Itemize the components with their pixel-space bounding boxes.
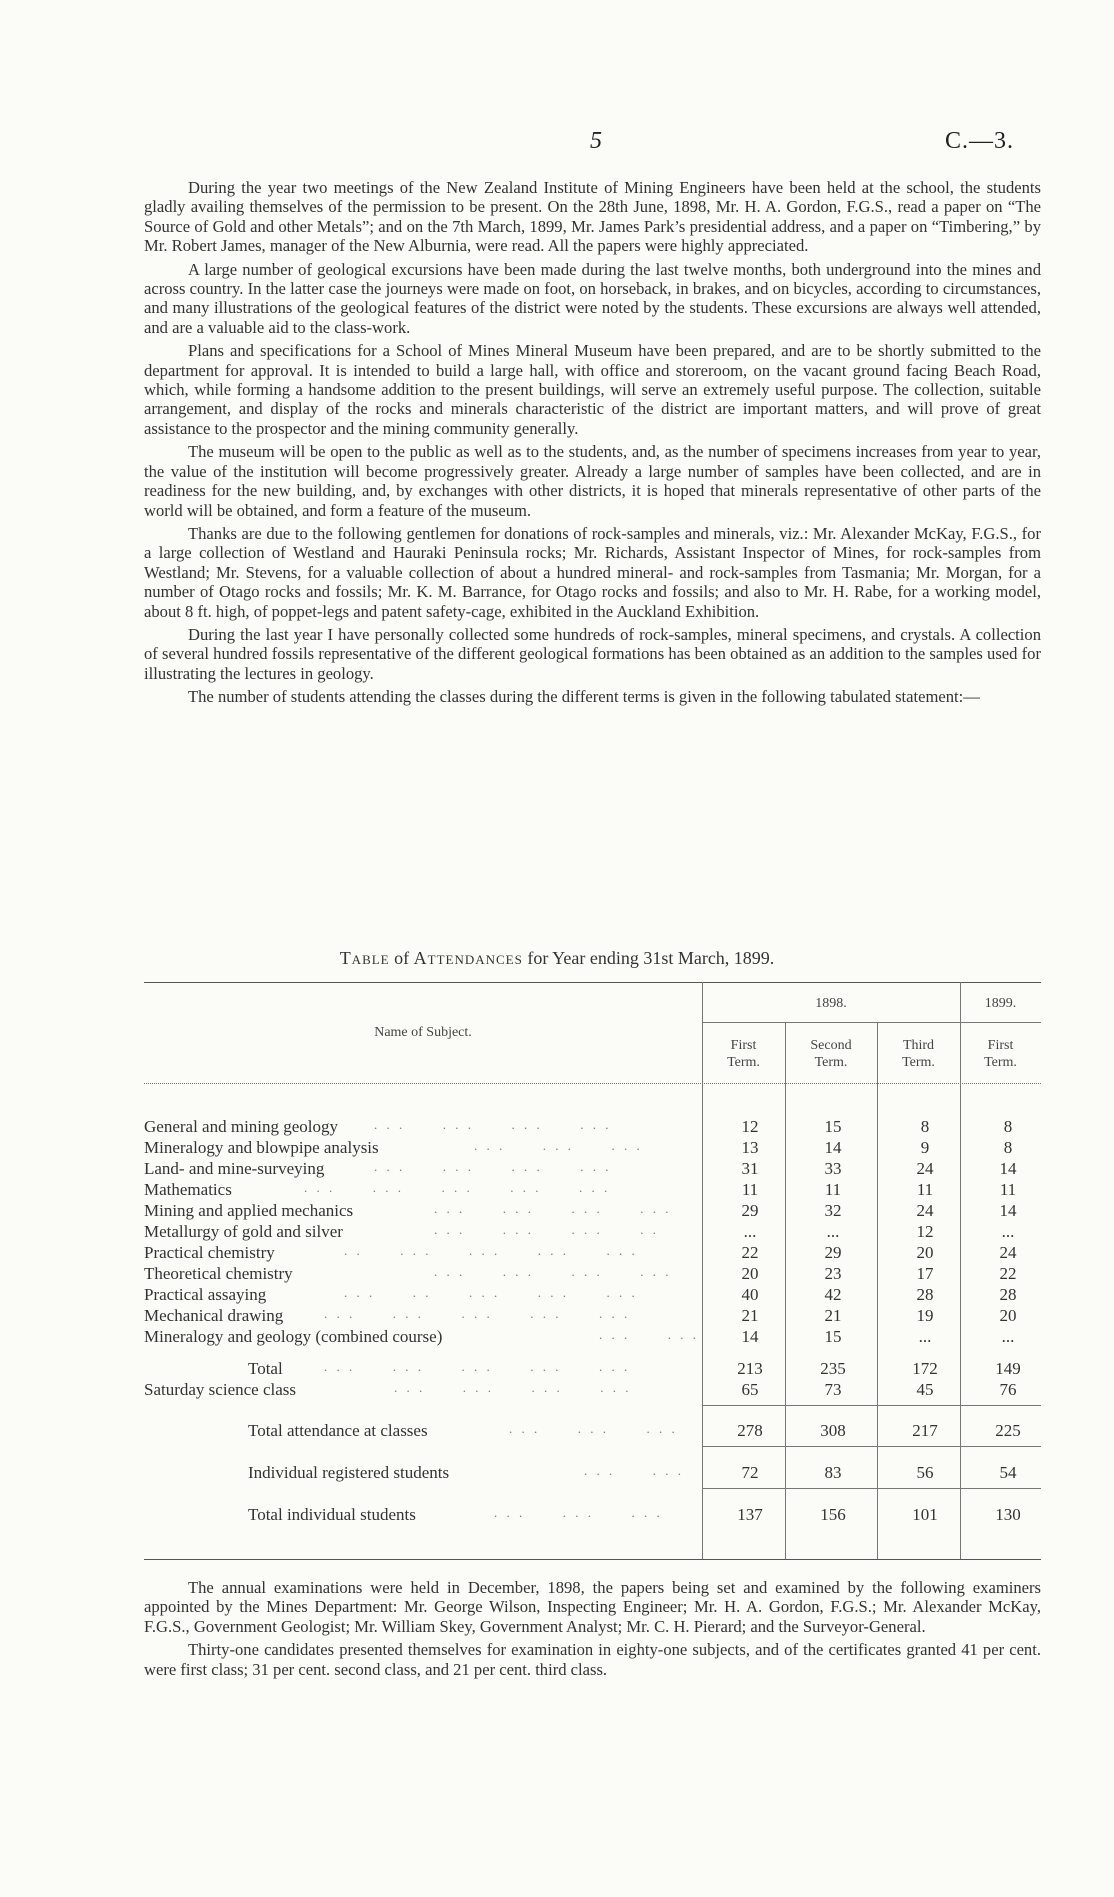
table-row: . . . . . . . . . . . . Mining and applied mechanics 29 32 24 14 xyxy=(144,1201,1017,1220)
table-row: . . . . . . . . . Mineralogy and blowpipe analysis 13 14 9 8 xyxy=(144,1138,1013,1157)
first-term-1899-header: First Term. xyxy=(984,1038,1017,1070)
paragraph-examinations: The annual examinations were held in December, 1898, the papers being set and examined by the following examiners appointed by the Mines Department: Mr. George Wilson, Inspecting Engineer; Mr. H. A. Gordon, F.G.S.; Mr. Alexander McKay, F.G.S., Government Geologist; Mr. William Skey, Government Analyst; Mr. C. H. Pierard; and the Surveyor-General. xyxy=(144,1578,1041,1636)
total-row: . . . . . . . . . . . . . . . Total 213 235 172 149 xyxy=(248,1359,1021,1378)
second-term-1898-header: Second Term. xyxy=(810,1038,852,1070)
table-row: . . . . . . . . . . . Metallurgy of gold and silver ... ... 12 ... xyxy=(144,1222,1015,1241)
body-text xyxy=(144,178,1041,707)
page-number: 5 xyxy=(590,128,602,154)
page-header xyxy=(0,128,1114,158)
saturday-row: . . . . . . . . . . . . Saturday science class 65 73 45 76 xyxy=(144,1380,1017,1399)
subject-column-header: Name of Subject. xyxy=(374,1025,472,1040)
third-term-1898-header: Third Term. xyxy=(902,1038,935,1070)
table-row: . . . . . . . . . . . . General and mining geology 12 15 8 8 xyxy=(144,1117,1013,1136)
year-1898-header: 1898. xyxy=(815,996,847,1011)
paragraph-collections: During the last year I have personally collected some hundreds of rock-samples, mineral specimens, and crystals. A collection of several hundred fossils representative of the different geological formations has been obtained as an addition to the samples used for illustrating the lectures in geology. xyxy=(144,624,1041,683)
individual-registered-row: . . . . . . Individual registered students 72 83 56 54 xyxy=(248,1463,1017,1482)
table-bottom-rule xyxy=(144,1559,1041,1560)
attendance-table xyxy=(144,975,1041,1555)
paragraph-excursions: A large number of geological excursions have been made during the last twelve months, both underground into the mines and across country. In the latter case the journeys were made on foot, on horseback, in brakes, and on bicycles, according to circumstances, and many illustrations of the geological features of the district were noted by the students. These excursions are always well attended, and are a valuable aid to the class-work. xyxy=(144,259,1041,337)
paragraph-candidates: Thirty-one candidates presented themselves for examination in eighty-one subjects, and of the certificates granted 41 per cent. were first class; 31 per cent. second class, and 21 per cent. third class. xyxy=(144,1640,1041,1679)
table-row: . . . . . . . . . . . . Theoretical chemistry 20 23 17 22 xyxy=(144,1264,1017,1283)
paragraph-institute-meetings: During the year two meetings of the New Zealand Institute of Mining Engineers have been held at the school, the students gladly availing themselves of the permission to be present. On the 28th June, 1898, Mr. H. A. Gordon, F.G.S., read a paper on “The Source of Gold and other Metals”; and on the 7th March, 1899, Mr. James Park’s presidential address, and a paper on “Timbering,” by Mr. Robert James, manager of the New Alburnia, were read. All the papers were highly appreciated. xyxy=(144,178,1041,256)
table-row: . . . . . . Mineralogy and geology (combined course) 14 15 ... ... xyxy=(144,1327,1015,1346)
total-individual-row: . . . . . . . . . Total individual students 137 156 101 130 xyxy=(248,1505,1021,1524)
table-top-rule xyxy=(144,982,1041,983)
table-row: . . . . . . . . . . . . . . Practical assaying 40 42 28 28 xyxy=(144,1285,1017,1304)
year-1899-header: 1899. xyxy=(984,996,1017,1011)
table-row: . . . . . . . . . . . . . . . Mechanical drawing 21 21 19 20 xyxy=(144,1306,1017,1325)
table-row: . . . . . . . . . . . . . . . Mathematics 11 11 11 11 xyxy=(144,1180,1017,1199)
paragraph-museum-public: The museum will be open to the public as well as to the students, and, as the number of specimens increases from year to year, the value of the institution will become progressively greater. Already a large number of samples have been collected, and are in readiness for the new building, and, by exchanges with other districts, it is hoped that minerals representative of other parts of the world will be obtained, and form a feature of the museum. xyxy=(144,442,1041,520)
total-attendance-row: . . . . . . . . . Total attendance at classes 278 308 217 225 xyxy=(248,1421,1021,1440)
document-code: C.—3. xyxy=(944,128,1014,154)
table-row: . . . . . . . . . . . . . . Practical chemistry 22 29 20 24 xyxy=(144,1243,1017,1262)
closing-text xyxy=(144,1578,1041,1679)
first-term-1898-header: First Term. xyxy=(727,1038,760,1070)
paragraph-museum-plans: Plans and specifications for a School of Mines Mineral Museum have been prepared, and are to be shortly submitted to the department for approval. It is intended to build a large hall, with office and storeroom, on the vacant ground facing Beach Road, which, while forming a handsome addition to the present buildings, will serve an extremely useful purpose. The collection, suitable arrangement, and display of the rocks and minerals characteristic of the district are important matters, and will prove of great assistance to the prospector and the mining community generally. xyxy=(144,341,1041,438)
table-title: Table of Attendances for Year ending 31st March, 1899. xyxy=(339,948,775,968)
paragraph-table-intro: The number of students attending the classes during the different terms is given in the following tabulated statement:— xyxy=(188,687,980,707)
table-row: . . . . . . . . . . . . Land- and mine-surveying 31 33 24 14 xyxy=(144,1159,1017,1178)
paragraph-donations: Thanks are due to the following gentlemen for donations of rock-samples and minerals, viz.: Mr. Alexander McKay, F.G.S., for a large collection of Westland and Hauraki Peninsula rocks; Mr. Richards, Assistant Inspector of Mines, for rock-samples from Westland; Mr. Stevens, for a valuable collection of about a hundred mineral- and rock-samples from Tasmania; Mr. Morgan, for a number of Otago rocks and fossils; Mr. K. M. Barrance, for Otago rocks and fossils; and also to Mr. H. Rabe, for a working model, about 8 ft. high, of poppet-legs and patent safety-cage, exhibited in the Auckland Exhibition. xyxy=(144,523,1041,621)
